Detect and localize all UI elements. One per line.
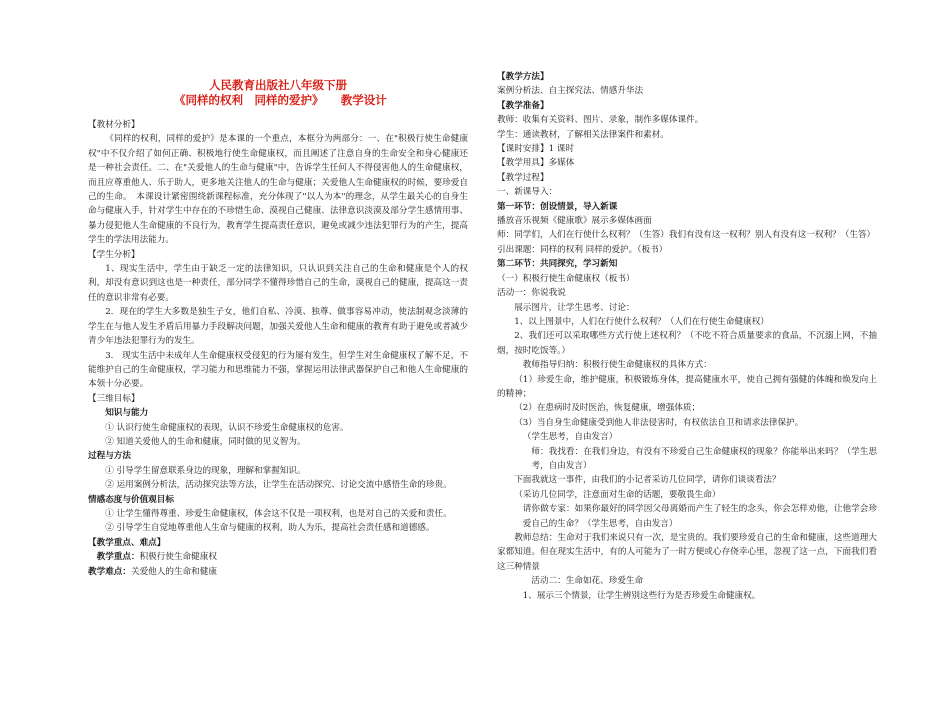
right-paragraph: 下面我就这一事件，由我们的小记者采访几位同学，请你们谈谈看法？ (514, 475, 781, 486)
right-paragraph: 【教学过程】 (497, 172, 549, 183)
right-paragraph: 播放音乐视频《健康歌》展示多媒体画面 (497, 216, 652, 227)
right-paragraph: （采访几位同学，注意面对生命的话题，要敬畏生命） (514, 489, 721, 500)
left-paragraph: 【教材分析】 (88, 120, 140, 130)
left-paragraph: ① 认识行使生命健康权的表现，认识不珍爱生命健康权的危害。 (105, 422, 349, 433)
right-paragraph: 学生：通读教材，了解相关法律案件和素材。 (497, 129, 669, 140)
left-paragraph: 知识与能力 (105, 408, 149, 419)
right-paragraph: 活动一：你说我说 (497, 288, 566, 299)
right-paragraph: 教师总结：生命对于我们来说只有一次，是宝贵的。我们要珍爱自己的生命和健康，这些道理大家都知道。但在现实生活中，有的人可能为了一时方便或心存侥幸心里，忽视了这一点，下面我们看这三种情景 (497, 533, 877, 572)
right-paragraph: 【教学用具】多媒体 (497, 158, 575, 169)
right-paragraph: 1、展示三个情景，让学生辨别这些行为是否珍爱生命健康权。 (522, 590, 761, 601)
label-prefix: 教学难点： (88, 566, 131, 577)
right-body (497, 70, 877, 603)
left-paragraph: 《同样的权利，同样的爱护》是本课的一个重点，本框分为两部分：一、在"积极行使生命健康权"中不仅介绍了如何正确、积极地行使生命健康权，而且阐述了注意自身的生命安全和身心健康还是一种社会责任。二、在"关爱他人的生命与健康"中，告诉学生任何人不得侵害他人的生命健康权，而且应尊重他人、乐于助人，更多地关注他人的生命与健康；关爱他人生命健康权的时候，要珍爱自己的生命。 本课设计紧密围绕新课程标准，充分体现了"以人为本"的理念，从学生最关心的自身生命与健康入手，针对学生中存在的不珍惜生命、漠视自己健康、法律意识淡漠及部分学生感情用事、暴力侵犯他人生命健康的不良行为，教育学生提高责任意识，避免或减少违法犯罪行为的产生，提高学生的学法用法能力。 (88, 134, 468, 246)
left-paragraph: ② 引导学生自觉地尊重他人生命与健康的权利，助人为乐，提高社会责任感和道德感。 (105, 523, 435, 534)
left-column (88, 78, 468, 579)
left-paragraph: ① 让学生懂得尊重、珍爱生命健康权，体会这不仅是一项权利，也是对自己的关爱和责任。 (105, 508, 452, 519)
right-paragraph: 案例分析法、自主探究法、情感升华法 (497, 86, 644, 97)
right-paragraph: 2、我们还可以采取哪些方式行使上述权利？（不吃不符合质量要求的食品，不沉溺上网，不抽烟，按时吃饭等。） (497, 331, 877, 356)
left-paragraph: ② 运用案例分析法，活动探究法等方法，让学生在活动探究、讨论交流中感悟生命的珍贵。 (105, 480, 452, 491)
right-paragraph: （3）当自身生命健康受到他人非法侵害时，有权依法自卫和请求法律保护。 (514, 417, 804, 428)
left-paragraph: 【三维目标】 (88, 393, 140, 404)
right-paragraph: 【教学准备】 (497, 100, 549, 111)
right-paragraph: 1、以上图景中，人们在行使什么权利？（人们在行使生命健康权） (514, 316, 769, 327)
left-paragraph: 3. 现实生活中未成年人生命健康权受侵犯的行为屡有发生，但学生对生命健康权了解不足，不能维护自己的生命健康权，学习能力和思维能力不强，掌握运用法律武器保护自己和他人生命健康的本领十分必要。 (88, 350, 468, 390)
right-paragraph: 请你做专家：如果你最好的同学因父母离婚而产生了轻生的念头，你会怎样劝他，让他学会珍爱自己的生命？（学生思考，自由发言） (522, 504, 877, 529)
left-paragraph: 2．现在的学生大多数是独生子女，他们自私、冷漠、独尊、做事容易冲动，使法制观念淡薄的学生在与他人发生矛盾后用暴力手段解决问题，加强关爱他人生命和健康的教育有助于避免或者减少青少年违法犯罪行为的发生。 (88, 307, 468, 347)
right-paragraph: 师：同学们，人们在行使什么权利？（生答）我们有没有这一权利？别人有没有这一权利？（生答） (497, 230, 876, 241)
right-paragraph: （一）积极行使生命健康权（板书） (497, 273, 635, 284)
title-line-1: 人民教育出版社八年级下册 (209, 78, 347, 92)
right-paragraph: （1）珍爱生命，维护健康，积极锻炼身体，提高健康水平，使自己拥有强健的体魄和焕发向上的精神； (497, 374, 877, 399)
left-paragraph: ② 知道关爱他人的生命和健康，同时做的见义智为。 (105, 436, 306, 447)
right-paragraph: （2）在患病时及时医治，恢复健康，增强体质； (514, 403, 701, 414)
left-body (88, 118, 468, 579)
right-paragraph: 师：我找看：在我们身边，有没有不珍爱自己生命健康权的现象？你能举出来吗？（学生思考，自由发言） (531, 446, 877, 471)
title-line-2: 《同样的权利 同样的爱护》 教学设计 (174, 93, 387, 107)
right-paragraph: 展示图片，让学生思考、讨论： (514, 302, 635, 313)
right-paragraph: 活动二：生命如花、珍爱生命 (531, 576, 644, 587)
right-paragraph: 教师指导归纳：积极行使生命健康权的具体方式： (522, 360, 712, 371)
left-paragraph: 情感态度与价值观目标 (88, 494, 174, 505)
left-paragraph: 【教学重点、难点】 (88, 537, 166, 548)
left-paragraph: 过程与方法 (88, 451, 131, 462)
label-prefix: 教学重点： (96, 552, 140, 563)
right-paragraph: （学生思考，自由发言） (522, 432, 618, 443)
right-paragraph: 第一环节：创设情景，导入新课 (497, 201, 618, 212)
right-paragraph: 第二环节：共同探究，学习新知 (497, 259, 618, 270)
left-paragraph: 教学重点：积极行使生命健康权 (96, 552, 217, 563)
left-paragraph: 1、现实生活中，学生由于缺乏一定的法律知识，只认识到关注自己的生命和健康是个人的权利，却没有意识到这也是一种责任，部分同学不懂得珍惜自己的生命，漠视自己的健康，提高这一责任的意识非常有必要。 (88, 264, 468, 303)
right-paragraph: 【教学方法】 (497, 72, 549, 82)
right-column (497, 70, 877, 603)
left-paragraph: 【学生分析】 (88, 249, 140, 260)
right-paragraph: 【课时安排】1 课时 (497, 144, 574, 155)
right-paragraph: 引出课题：同样的权利 同样的爱护。（板书） (497, 244, 668, 255)
right-paragraph: 一、新课导入： (497, 187, 558, 198)
right-paragraph: 教师：收集有关资料、图片、录象，制作多媒体课件。 (497, 115, 704, 126)
left-paragraph: 教学难点：关爱他人的生命和健康 (88, 566, 217, 577)
left-paragraph: ① 引导学生留意联系身边的现象，理解和掌握知识。 (105, 465, 306, 476)
